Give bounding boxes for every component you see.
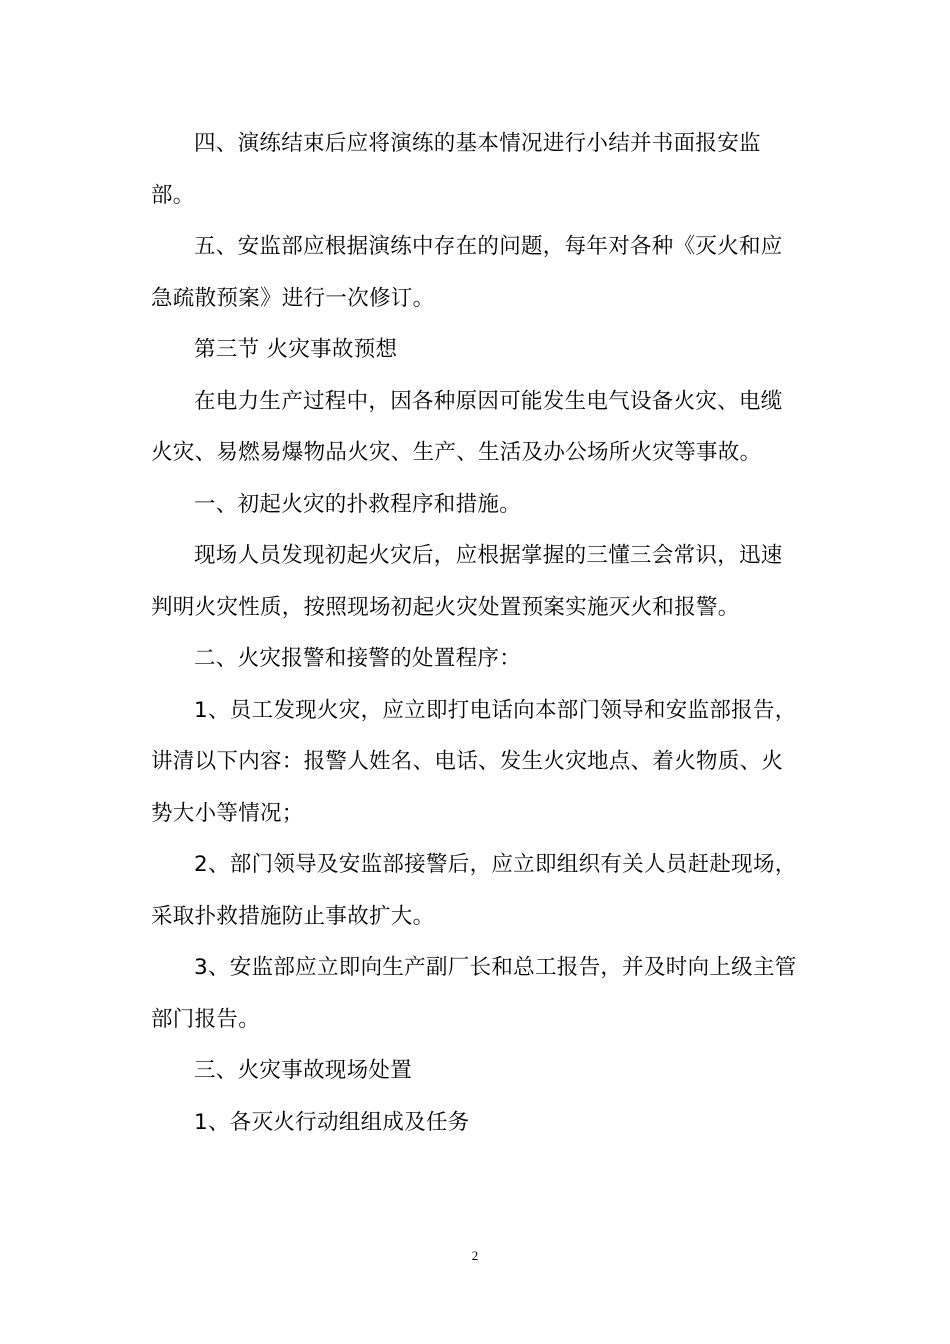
heading-alarm-procedure: 二、火灾报警和接警的处置程序：	[194, 646, 522, 671]
paragraph-fire-types: 在电力生产过程中，因各种原因可能发生电气设备火灾、电缆火灾、易燃易爆物品火灾、生产、生活及办公场所火灾等事故。	[151, 388, 783, 465]
heading-initial-fire: 一、初起火灾的扑救程序和措施。	[194, 491, 522, 517]
list-item-alarm-1: 1、员工发现火灾，应立即打电话向本部门领导和安监部报告，讲清以下内容：报警人姓名、电话、发生火灾地点、着火物质、火势大小等情况；	[151, 697, 797, 826]
paragraph-drill-summary: 四、演练结束后应将演练的基本情况进行小结并书面报安监部。	[151, 131, 761, 208]
page-number: 2	[471, 1248, 479, 1263]
paragraph-initial-fire: 现场人员发现初起火灾后，应根据掌握的三懂三会常识，迅速判明火灾性质，按照现场初起火灾处置预案实施灭火和报警。	[151, 543, 783, 620]
document-body	[151, 118, 801, 1148]
paragraph-plan-revision: 五、安监部应根据演练中存在的问题，每年对各种《灭火和应急疏散预案》进行一次修订。	[151, 234, 783, 311]
list-item-firefighting-groups: 1、各灭火行动组组成及任务	[194, 1109, 470, 1135]
heading-onsite-handling: 三、火灾事故现场处置	[194, 1058, 413, 1083]
section-heading: 第三节 火灾事故预想	[194, 337, 398, 362]
list-item-alarm-2: 2、部门领导及安监部接警后，应立即组织有关人员赶赴现场，采取扑救措施防止事故扩大。	[151, 852, 797, 929]
list-item-alarm-3: 3、安监部应立即向生产副厂长和总工报告，并及时向上级主管部门报告。	[151, 955, 797, 1032]
